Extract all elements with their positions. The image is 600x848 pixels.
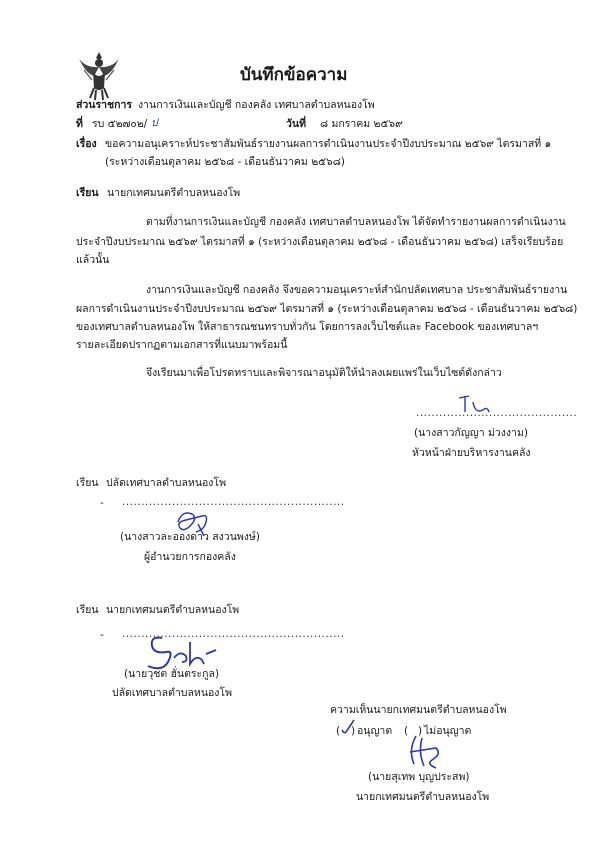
body-paragraph-2-line-3: ของเทศบาลตำบลหนองโพ ให้สาธารณชนทราบทั่วกัน โดยการลงเว็บไซต์และ Facebook ของเทศบาลฯ — [76, 321, 539, 333]
section-2-dash: - — [100, 497, 104, 509]
body-paragraph-1-line-3: แล้วนั้น — [76, 254, 110, 266]
agency-value: งานการเงินและบัญชี กองคลัง เทศบาลตำบลหนองโพ — [138, 99, 375, 111]
signer-1-dots: .......................................... — [416, 407, 578, 419]
subject-line-1: ขอความอนุเคราะห์ประชาสัมพันธ์รายงานผลการดำเนินงานประจำปีงบประมาณ ๒๕๖๙ ไตรมาสที่ ๑ — [105, 138, 552, 150]
reference-number: รบ ๕๒๗๐๒/ — [92, 118, 148, 130]
body-paragraph-2-line-4: รายละเอียดปรากฏตามเอกสารที่แนบมาพร้อมนี้ — [76, 339, 288, 351]
approve-option: อนุญาต — [357, 725, 393, 737]
reference-handwritten: ป — [151, 117, 158, 129]
subject-label: เรื่อง — [76, 138, 97, 150]
deny-open-paren: ( — [404, 725, 409, 737]
deny-close-paren: ) — [418, 725, 423, 737]
section-2-name: (นางสาวละอองดาว สงวนพงษ์) — [120, 531, 260, 543]
mayor-opinion-heading: ความเห็นนายกเทศมนตรีตำบลหนองโพ — [330, 704, 507, 716]
document-title: บันทึกข้อความ — [240, 65, 348, 85]
section-3-position: ปลัดเทศบาลตำบลหนองโพ — [112, 687, 232, 699]
section-3-name: (นายวุชต ฮั่นตระกูล) — [124, 668, 220, 680]
section-2-dots: .......................................................... — [122, 496, 345, 508]
garuda-emblem-icon — [78, 50, 120, 102]
section-3-dash: - — [100, 629, 104, 641]
body-paragraph-2-line-2: ผลการดำเนินงานประจำปีงบประมาณ ๒๕๖๙ ไตรมาสที่ ๑ (ระหว่างเดือนตุลาคม ๒๕๖๘ - เดือนธันวาคม ๒๕๖๘) — [76, 303, 578, 315]
body-paragraph-1-line-2: ประจำปีงบประมาณ ๒๕๖๙ ไตรมาสที่ ๑ (ระหว่างเดือนตุลาคม ๒๕๖๘ - เดือนธันวาคม ๒๕๖๘) เสร็จเรียบร้อย — [76, 236, 564, 248]
section-3-label: เรียน — [76, 604, 99, 616]
salutation-label: เรียน — [76, 187, 99, 199]
signer-1-name: (นางสาวกัญญา ม่วงงาม) — [414, 427, 528, 439]
section-2-label: เรียน — [76, 477, 99, 489]
date-value: ๘ มกราคม ๒๕๖๙ — [320, 118, 403, 130]
date-label: วันที่ — [286, 118, 306, 130]
body-paragraph-3: จึงเรียนมาเพื่อโปรดทราบและพิจารณาอนุมัติให้นำลงเผยแพร่ในเว็บไซต์ดังกล่าว — [146, 367, 502, 379]
section-2-position: ผู้อำนวยการกองคลัง — [144, 551, 236, 563]
approve-open-paren: ( — [336, 725, 341, 737]
mayor-position: นายกเทศมนตรีตำบลหนองโพ — [356, 791, 490, 803]
deny-option: ไม่อนุญาต — [424, 725, 472, 737]
section-3-value: นายกเทศมนตรีตำบลหนองโพ — [106, 604, 240, 616]
body-paragraph-2-line-1: งานการเงินและบัญชี กองคลัง จึงขอความอนุเคราะห์สำนักปลัดเทศบาล ประชาสัมพันธ์รายงาน — [146, 284, 568, 296]
reference-label: ที่ — [76, 118, 83, 130]
approve-close-paren: ) — [351, 725, 356, 737]
section-2-value: ปลัดเทศบาลตำบลหนองโพ — [106, 477, 226, 489]
section-3-dots: .......................................................... — [122, 628, 345, 640]
subject-line-2: (ระหว่างเดือนตุลาคม ๒๕๖๘ - เดือนธันวาคม ๒๕๖๘) — [105, 156, 345, 168]
salutation-value: นายกเทศมนตรีตำบลหนองโพ — [107, 187, 241, 199]
agency-label: ส่วนราชการ — [76, 99, 133, 111]
body-paragraph-1-line-1: ตามที่งานการเงินและบัญชี กองคลัง เทศบาลตำบลหนองโพ ได้จัดทำรายงานผลการดำเนินงาน — [146, 216, 566, 228]
signer-1-position: หัวหน้าฝ่ายบริหารงานคลัง — [412, 447, 531, 459]
signature-mayor-icon — [402, 732, 448, 772]
mayor-name: (นายสุเทพ บุญประสพ) — [368, 771, 470, 783]
